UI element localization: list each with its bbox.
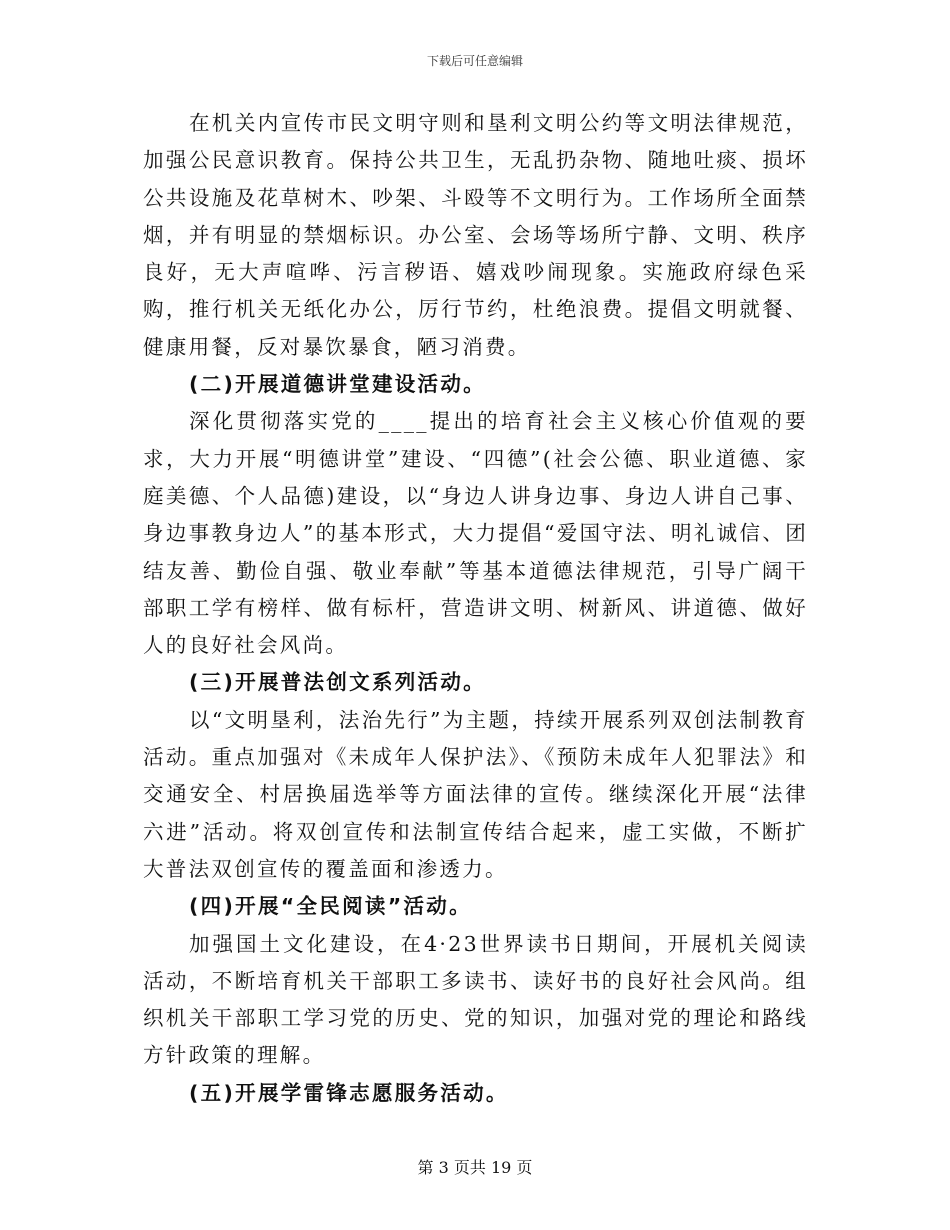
section-heading-5: (五)开展学雷锋志愿服务活动。 [189,1080,509,1105]
header-download-note: 下载后可任意编辑 [426,54,523,68]
paragraph-law-education: 以“文明垦利，法治先行”为主题，持续开展系列双创法制教育活动。重点加强对《未成年人保护法》、《预防未成年人犯罪法》和交通安全、村居换届选举等方面法律的宣传。继续深化开展“法律六进”活动。将双创宣传和法制宣传结合起来，虚工实做，不断扩大普法双创宣传的覆盖面和渗透力。 [143,707,808,881]
paragraph-reading-activity: 加强国土文化建设，在4·23世界读书日期间，开展机关阅读活动，不断培育机关干部职工多读书、读好书的良好社会风尚。组织机关干部职工学习党的历史、党的知识，加强对党的理论和路线方针政策的理解。 [143,931,808,1068]
document-body [143,105,808,1112]
section-heading-3: (三)开展普法创文系列活动。 [189,670,486,695]
page-number: 第 3 页共 19 页 [417,1158,533,1177]
section-heading-2: (二)开展道德讲堂建设活动。 [189,372,486,397]
paragraph-civilization-norms: 在机关内宣传市民文明守则和垦利文明公约等文明法律规范，加强公民意识教育。保持公共卫生，无乱扔杂物、随地吐痰、损坏公共设施及花草树木、吵架、斗殴等不文明行为。工作场所全面禁烟，并有明显的禁烟标识。办公室、会场等场所宁静、文明、秩序良好，无大声喧哗、污言秽语、嬉戏吵闹现象。实施政府绿色采购，推行机关无纸化办公，厉行节约，杜绝浪费。提倡文明就餐、健康用餐，反对暴饮暴食，陋习消费。 [143,111,808,359]
section-heading-4: (四)开展“全民阅读”活动。 [189,894,472,919]
paragraph-moral-lecture: 深化贯彻落实党的____提出的培育社会主义核心价值观的要求，大力开展“明德讲堂”建设、“四德”(社会公德、职业道德、家庭美德、个人品德)建设，以“身边人讲身边事、身边人讲自己事、身边事教身边人”的基本形式，大力提倡“爱国守法、明礼诚信、团结友善、勤俭自强、敬业奉献”等基本道德法律规范，引导广阔干部职工学有榜样、做有标杆，营造讲文明、树新风、讲道德、做好人的良好社会风尚。 [143,409,808,658]
